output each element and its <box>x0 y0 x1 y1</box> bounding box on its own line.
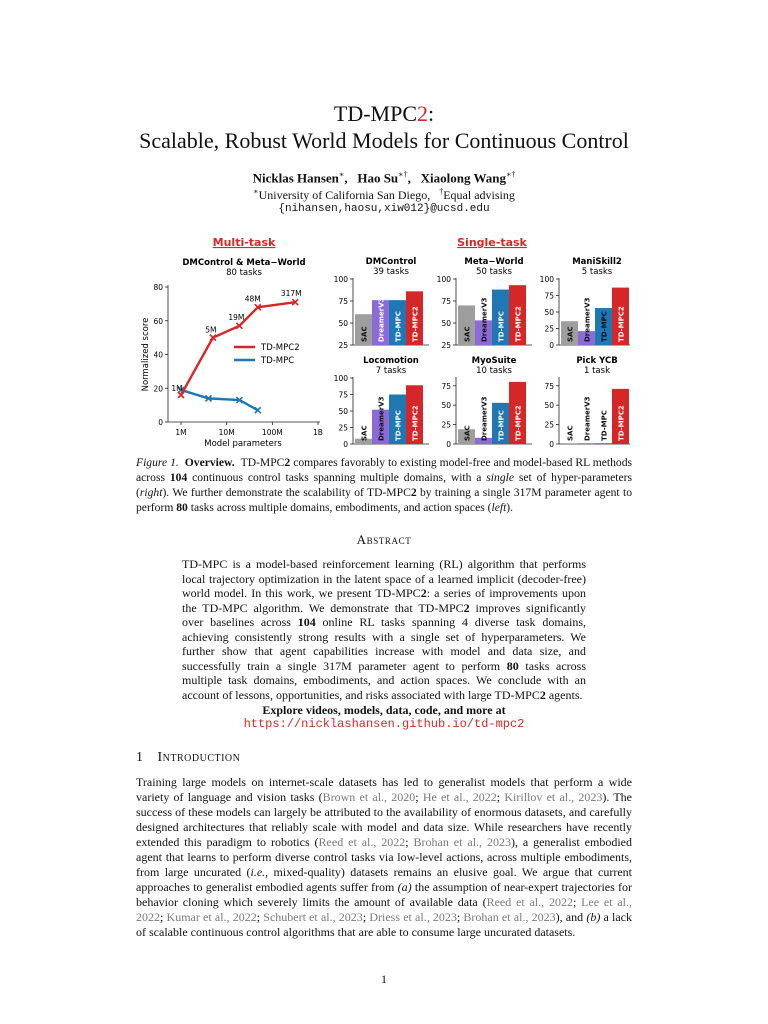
y-tick-label: 75 <box>338 390 348 400</box>
citation[interactable]: Reed et al., 2022 <box>318 835 406 849</box>
bar-chart-subtitle: 50 tasks <box>476 267 512 277</box>
y-tick-label: 50 <box>544 401 554 411</box>
bar-chart-title: ManiSkill2 <box>572 257 622 267</box>
bar-category-label: TD-MPC <box>394 410 403 441</box>
citation[interactable]: Schubert et al., 2023 <box>263 910 363 924</box>
y-tick-label: 25 <box>338 423 348 433</box>
x-tick-label: 10M <box>218 428 235 437</box>
bar-category-label: DreamerV3 <box>583 297 592 342</box>
y-tick-label: 0 <box>549 440 554 449</box>
bar-category-label: TD-MPC2 <box>514 405 523 441</box>
x-axis-label: Model parameters <box>204 439 282 449</box>
citation[interactable]: Lee et al., 2022 <box>136 895 632 924</box>
bar-category-label: TD-MPC <box>497 311 506 342</box>
bar-category-label: SAC <box>566 326 575 342</box>
y-tick-label: 25 <box>441 420 451 430</box>
y-tick-label: 100 <box>333 374 348 383</box>
y-tick-label: 50 <box>544 308 554 317</box>
paper-title-line1: TD-MPC2: <box>333 101 435 126</box>
y-tick-label: 100 <box>436 275 451 284</box>
bar-td-mpc <box>595 443 612 444</box>
y-tick-label: 60 <box>153 316 163 326</box>
bar-category-label: SAC <box>463 326 472 342</box>
line-chart-title: DMControl & Meta−World <box>182 258 306 268</box>
series-line-td-mpc <box>181 390 258 410</box>
bar-category-label: TD-MPC <box>394 311 403 342</box>
y-tick-label: 75 <box>441 297 451 306</box>
y-tick-label: 100 <box>333 275 348 284</box>
figure-caption: Figure 1. Overview. TD-MPC2 compares favorably to existing model-free and model-based RL methods across 104 continuous control tasks spanning multiple domains, with a single set of hyper-parameters (right). We further demonstrate the scalability of TD-MPC2 by training a single 317M parameter agent to perform 80 tasks across multiple domains, embodiments, and action spaces (left). <box>136 456 633 514</box>
legend-label: TD-MPC <box>261 356 295 366</box>
bar-chart-subtitle: 1 task <box>583 366 611 376</box>
x-tick-label: 1B <box>313 428 323 437</box>
point-size-label: 317M <box>280 289 302 299</box>
y-tick-label: 100 <box>539 275 554 284</box>
page-number: 1 <box>381 972 387 986</box>
bar-category-label: TD-MPC2 <box>411 306 420 342</box>
y-tick-label: 25 <box>544 420 554 430</box>
y-tick-label: 0 <box>343 440 348 449</box>
author-name: Hao Su <box>357 170 399 186</box>
bar-category-label: SAC <box>566 425 575 441</box>
citation[interactable]: Reed et al., 2022 <box>486 895 573 909</box>
x-tick-label: 1M <box>175 428 187 437</box>
bar-category-label: TD-MPC2 <box>514 306 523 342</box>
bar-chart-subtitle: 7 tasks <box>375 366 407 376</box>
bar-chart-subtitle: 10 tasks <box>476 366 512 376</box>
point-size-label: 48M <box>244 294 261 304</box>
explore-text: Explore videos, models, data, code, and more at <box>262 703 506 717</box>
project-link[interactable]: https://nicklashansen.github.io/td-mpc2 <box>243 717 525 731</box>
citation[interactable]: Driess et al., 2023 <box>369 910 457 924</box>
y-tick-label: 25 <box>544 324 554 334</box>
y-tick-label: 50 <box>338 319 348 328</box>
abstract-body: TD-MPC is a model-based reinforcement learning (RL) algorithm that performs local trajectory optimization in the latent space of a learned implicit (decoder-free) world model. In this work, we present TD-MPC2: a series of improvements upon the TD-MPC algorithm. We demonstrate that TD-MPC2 improves significantly over baselines across 104 online RL tasks spanning 4 diverse task domains, achieving consistently strong results with a single set of hyperparameters. We further show that agent capabilities increase with model and data size, and successfully train a single 317M parameter agent to perform 80 tasks across multiple task domains, embodiments, and action spaces. We conclude with an account of lessons, opportunities, and risks associated with large TD-MPC2 agents. <box>182 557 587 702</box>
bar-category-label: DreamerV3 <box>377 297 386 342</box>
point-size-label: 19M <box>228 312 245 322</box>
bar-chart-subtitle: 5 tasks <box>581 267 613 277</box>
citation[interactable]: He et al., 2022 <box>422 790 497 804</box>
author-name: Nicklas Hansen <box>252 170 339 186</box>
overview-figure <box>140 230 630 452</box>
line-chart-subtitle: 80 tasks <box>226 268 262 278</box>
introduction-body: Training large models on internet-scale datasets has led to generalist models that perform a wide variety of language and vision tasks (Brown et al., 2020; He et al., 2022; Kirillov et al., 2023). The success of these models can largely be attributed to the availability of enormous datasets, and carefully designed architectures that reliably scale with model and data size. While researchers have recently extended this paradigm to robotics (Reed et al., 2022; Brohan et al., 2023), a generalist embodied agent that learns to perform diverse control tasks via low-level actions, across multiple embodiments, from large uncurated (i.e., mixed-quality) datasets remains an elusive goal. We argue that current approaches to generalist embodied agents suffer from (a) the assumption of near-expert trajectories for behavior cloning which severely limits the amount of available data (Reed et al., 2022; Lee et al., 2022; Kumar et al., 2022; Schubert et al., 2023; Driess et al., 2023; Brohan et al., 2023), and (b) a lack of scalable continuous control algorithms that are able to consume large uncurated datasets. <box>136 775 633 939</box>
point-size-label: 1M <box>171 384 183 393</box>
bar-dreamerv3 <box>578 443 595 444</box>
bar-category-label: TD-MPC2 <box>411 405 420 441</box>
bar-sac <box>561 443 578 444</box>
title-red-2: 2 <box>417 101 428 126</box>
single-task-heading: Single-task <box>457 236 527 249</box>
affiliation: ∗University of California San Diego, †Equal advising <box>253 187 515 202</box>
y-tick-label: 0 <box>549 341 554 350</box>
bar-category-label: TD-MPC <box>497 410 506 441</box>
y-tick-label: 25 <box>338 341 348 350</box>
y-tick-label: 50 <box>441 401 451 411</box>
citation[interactable]: Brohan et al., 2023 <box>413 835 511 849</box>
bar-category-label: DreamerV3 <box>480 396 489 441</box>
section-heading: 1 Introduction <box>136 750 241 765</box>
bar-category-label: DreamerV3 <box>583 396 592 441</box>
y-tick-label: 20 <box>153 384 163 394</box>
bar-category-label: DreamerV3 <box>377 396 386 441</box>
x-tick-label: 100M <box>261 428 283 437</box>
y-axis-label: Normalized score <box>141 317 151 392</box>
y-tick-label: 0 <box>158 418 163 427</box>
bar-category-label: TD-MPC <box>600 410 609 441</box>
y-tick-label: 75 <box>544 291 554 301</box>
bar-chart-title: Pick YCB <box>576 356 618 366</box>
bar-chart-title: DMControl <box>365 257 417 267</box>
y-tick-label: 50 <box>441 319 451 328</box>
citation[interactable]: Kumar et al., 2022 <box>166 910 257 924</box>
y-tick-label: 75 <box>338 297 348 306</box>
email: {nihansen,haosu,xiw012}@ucsd.edu <box>278 203 490 215</box>
y-tick-label: 0 <box>446 440 451 449</box>
bar-category-label: DreamerV3 <box>480 297 489 342</box>
author-name: Xiaolong Wang <box>420 170 506 186</box>
bar-category-label: SAC <box>360 425 369 441</box>
point-size-label: 5M <box>205 325 217 335</box>
multi-task-heading: Multi-task <box>212 236 276 249</box>
citation[interactable]: Brown et al., 2020 <box>322 790 416 804</box>
bar-category-label: SAC <box>463 425 472 441</box>
legend-label: TD-MPC2 <box>261 343 300 353</box>
y-tick-label: 75 <box>441 381 451 391</box>
bar-chart-title: MyoSuite <box>471 356 517 366</box>
bar-chart-title: Meta−World <box>464 257 524 267</box>
bar-category-label: TD-MPC2 <box>617 405 626 441</box>
y-tick-label: 50 <box>338 407 348 416</box>
bar-category-label: TD-MPC2 <box>617 306 626 342</box>
citation[interactable]: Brohan et al., 2023 <box>463 910 556 924</box>
y-tick-label: 80 <box>153 283 163 292</box>
y-tick-label: 75 <box>544 381 554 391</box>
author-list: Nicklas Hansen∗, Hao Su∗†, Xiaolong Wang∗† <box>252 170 516 186</box>
bar-chart-subtitle: 39 tasks <box>373 267 409 277</box>
y-tick-label: 25 <box>441 341 451 350</box>
bar-chart-title: Locomotion <box>363 356 419 366</box>
abstract-heading: Abstract <box>356 532 412 547</box>
citation[interactable]: Kirillov et al., 2023 <box>504 790 603 804</box>
bar-category-label: TD-MPC <box>600 311 609 342</box>
paper-title-line2: Scalable, Robust World Models for Continuous Control <box>139 128 629 153</box>
bar-category-label: SAC <box>360 326 369 342</box>
y-tick-label: 40 <box>153 350 163 360</box>
